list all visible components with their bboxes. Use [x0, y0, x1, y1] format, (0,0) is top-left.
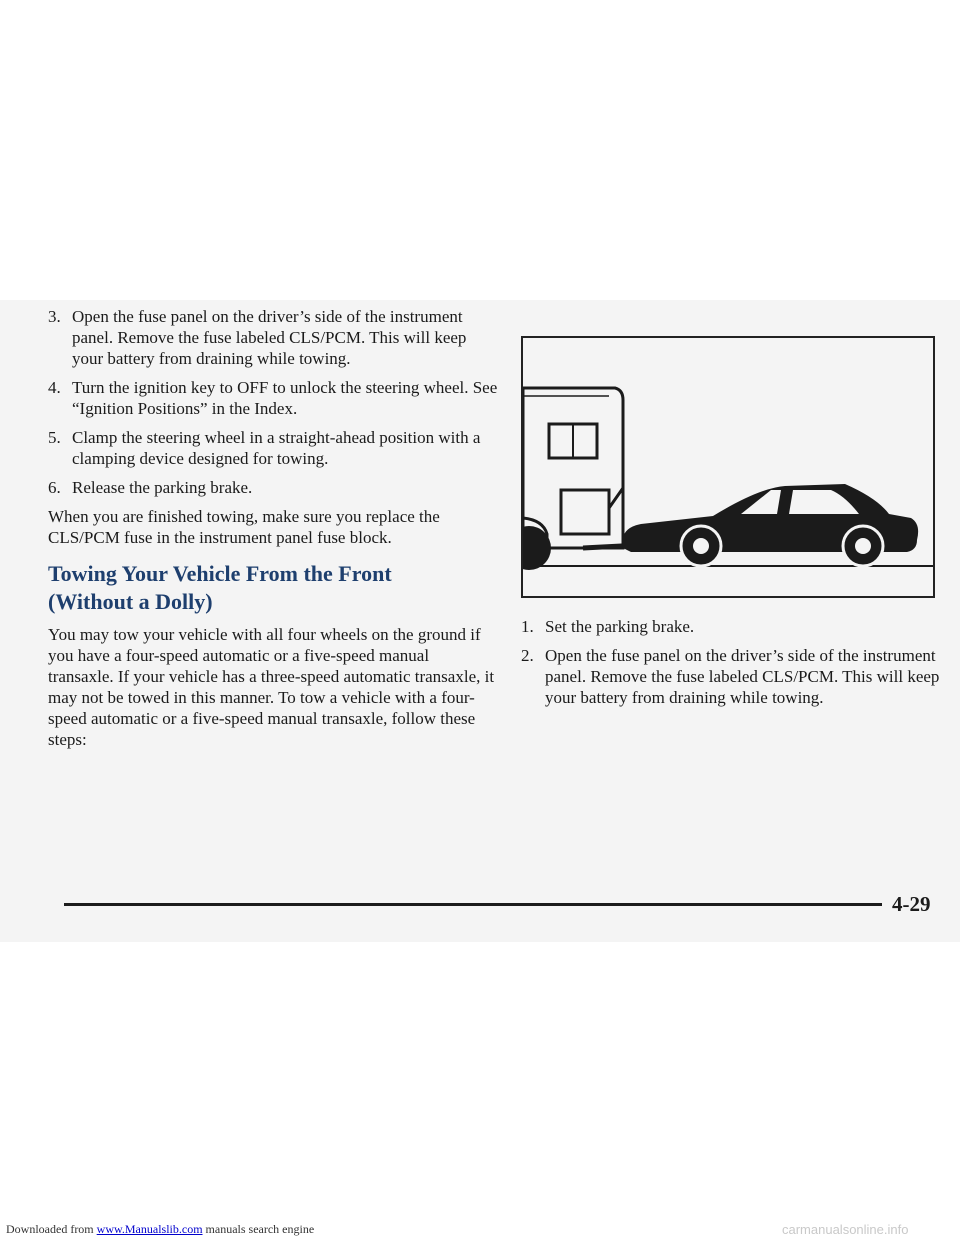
right-column — [521, 616, 941, 716]
step-6: 6. Release the parking brake. — [48, 478, 253, 497]
section-paragraph: You may tow your vehicle with all four wheels on the ground if you have a four-speed automatic or a five-speed manual transaxle. If your vehicle has a three-speed automatic transaxle, it may not be towed in this manner. To tow a vehicle with a four-speed automatic or a five-speed manual transaxle, follow these steps: — [48, 625, 495, 749]
step-5: 5. Clamp the steering wheel in a straight-ahead position with a clamping device designed for towing. — [48, 428, 481, 468]
watermark: carmanualsonline.info — [782, 1222, 909, 1237]
step-4: 4. Turn the ignition key to OFF to unlock the steering wheel. See “Ignition Positions” in the Index. — [48, 378, 498, 418]
manualslib-link[interactable]: www.Manualslib.com — [96, 1222, 203, 1236]
towing-illustration — [521, 336, 935, 598]
step-1: 1. Set the parking brake. — [521, 617, 695, 636]
steps-list-right — [521, 616, 941, 708]
tow-truck-car-drawing — [523, 338, 933, 596]
steps-list-left — [48, 306, 498, 498]
left-column — [48, 306, 498, 762]
closing-paragraph: When you are finished towing, make sure you replace the CLS/PCM fuse in the instrument panel fuse block. — [48, 507, 440, 547]
page-number: 4-29 — [892, 892, 931, 916]
footer-rule — [64, 903, 882, 906]
step-2: 2. Open the fuse panel on the driver’s side of the instrument panel. Remove the fuse labeled CLS/PCM. This will keep your battery from draining while towing. — [521, 646, 940, 707]
section-heading: Towing Your Vehicle From the Front (Without a Dolly) — [48, 561, 392, 614]
step-3: 3. Open the fuse panel on the driver’s side of the instrument panel. Remove the fuse labeled CLS/PCM. This will keep your battery from draining while towing. — [48, 307, 467, 368]
download-footer: Downloaded from www.Manualslib.com manuals search engine — [6, 1222, 315, 1236]
